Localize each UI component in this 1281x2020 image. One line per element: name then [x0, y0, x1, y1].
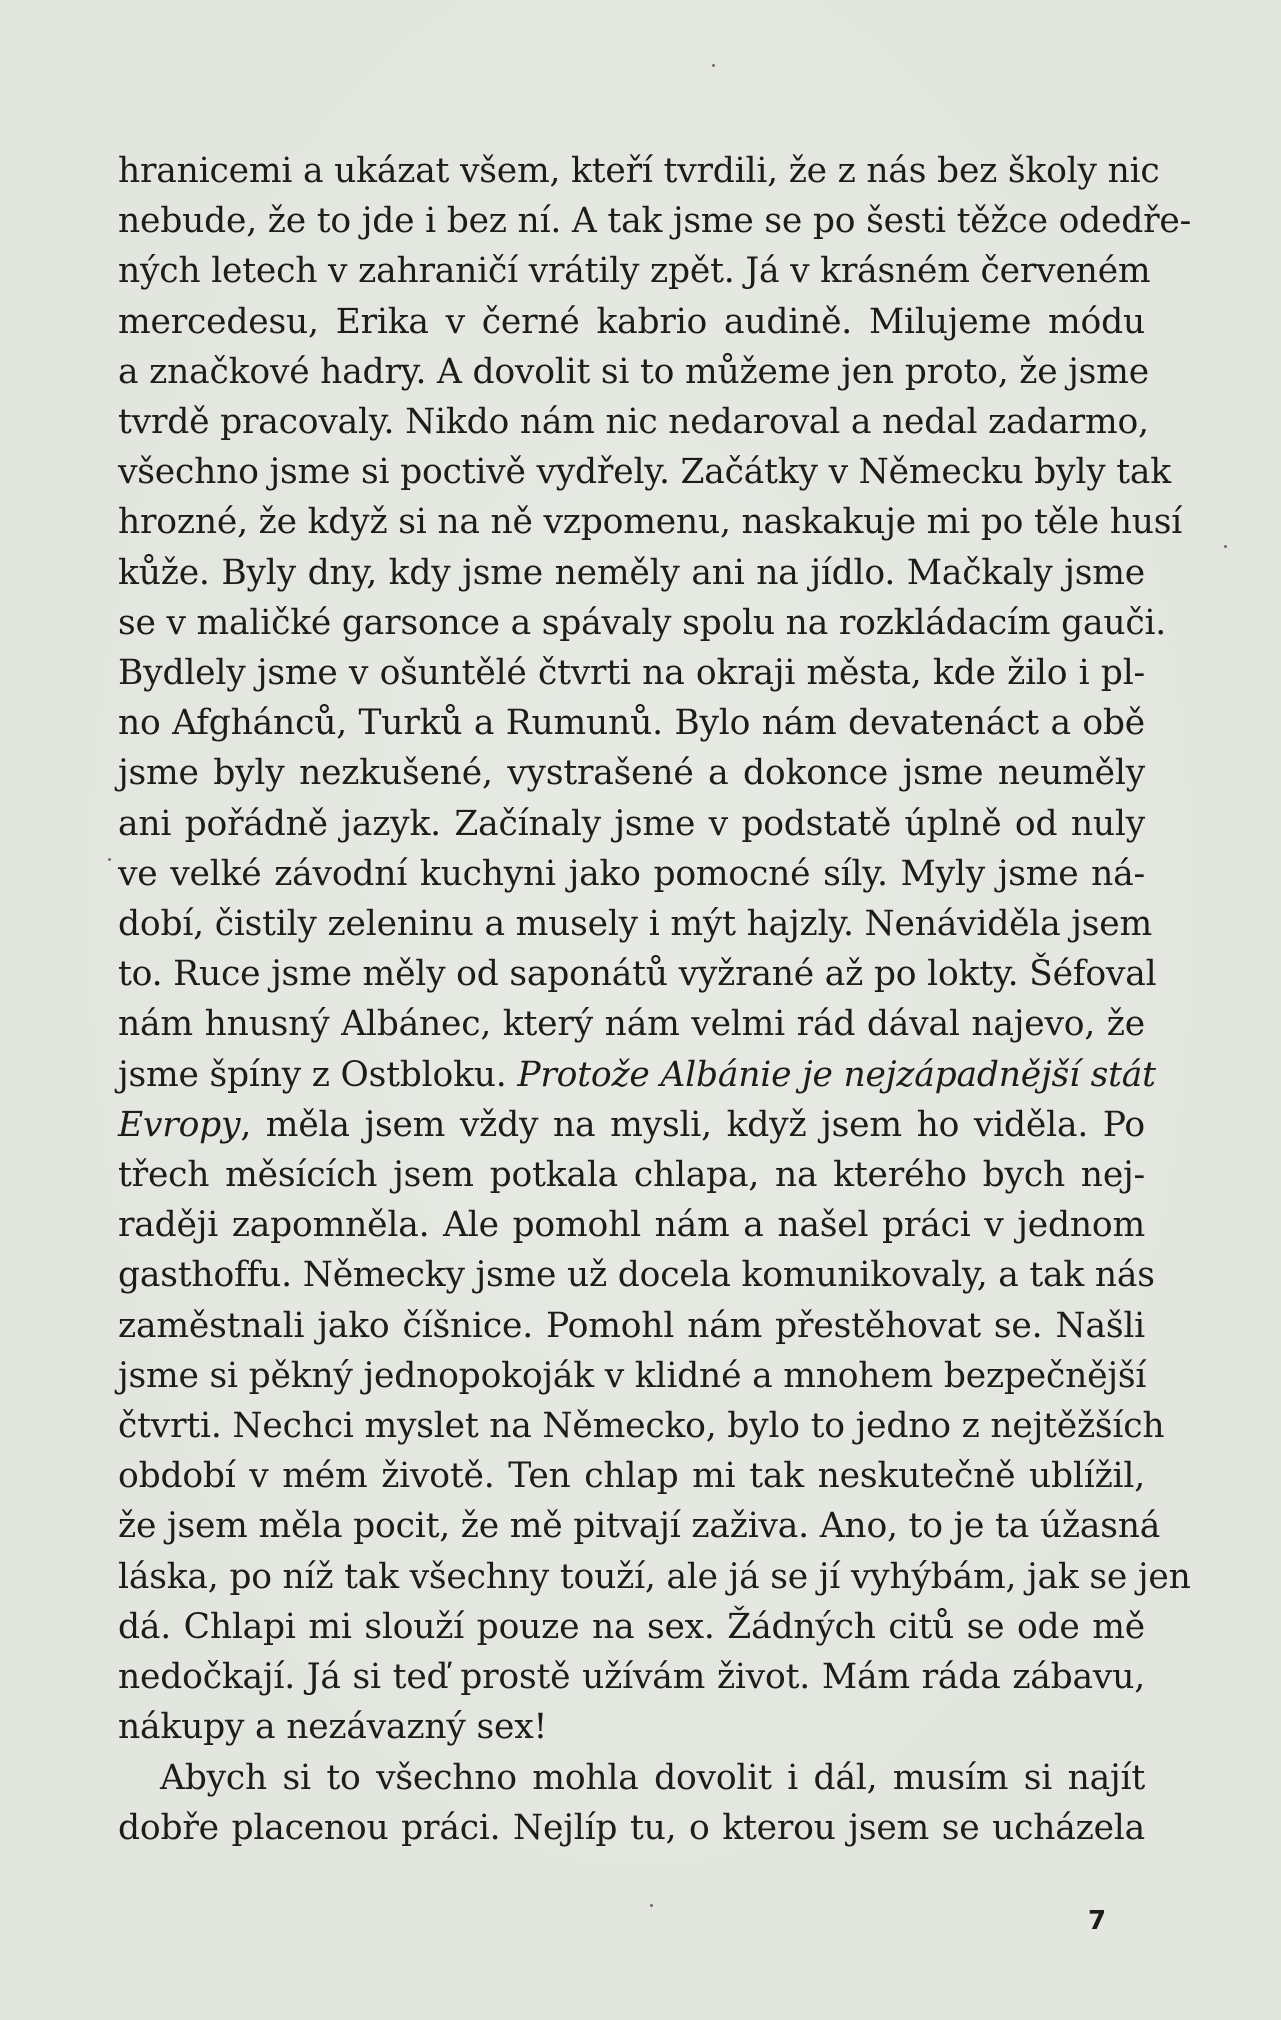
text-line: dobře placenou práci. Nejlíp tu, o kterou jsem se ucházela [118, 1807, 1145, 1848]
text-line: období v mém životě. Ten chlap mi tak neskutečně ublížil, [118, 1456, 1145, 1497]
text-line: nedočkají. Já si teď prostě užívám život. Mám ráda zábavu, [118, 1657, 1145, 1698]
text-line: ve velké závodní kuchyni jako pomocné síly. Myly jsme ná- [118, 853, 1145, 894]
paragraph [118, 146, 1192, 1753]
text-line: ných letech v zahraničí vrátily zpět. Já v krásném červeném [118, 251, 1151, 292]
text-line: gasthoffu. Německy jsme už docela komunikovaly, a tak nás [118, 1255, 1155, 1296]
text-line: Bydlely jsme v ošuntělé čtvrti na okraji města, kde žilo i pl- [118, 653, 1145, 694]
text-line: nebude, že to jde i bez ní. A tak jsme se po šesti těžce odedře- [118, 201, 1192, 242]
text-line: tvrdě pracovaly. Nikdo nám nic nedaroval a nedal zadarmo, [118, 402, 1149, 443]
page-number: 7 [1088, 1906, 1107, 1936]
text-line: jsme si pěkný jednopokoják v klidné a mnohem bezpečnější [118, 1355, 1147, 1396]
text-line: hrozné, že když si na ně vzpomenu, naskakuje mi po těle husí [118, 502, 1183, 543]
text-line [118, 1100, 1145, 1150]
text-line: to. Ruce jsme měly od saponátů vyžrané až po lokty. Šéfoval [118, 954, 1157, 995]
text-line: nákupy a nezávazný sex! [118, 1707, 548, 1748]
text-line: nám hnusný Albánec, který nám velmi rád dával najevo, že [118, 1004, 1145, 1045]
paragraph [118, 1753, 1145, 1853]
text-line: mercedesu, Erika v černé kabrio audině. Milujeme módu [118, 301, 1145, 342]
text-line: že jsem měla pocit, že mě pitvají zaživa. Ano, to je ta úžasná [118, 1506, 1161, 1547]
text-line: a značkové hadry. A dovolit si to můžeme jen proto, že jsme [118, 351, 1149, 392]
text-line: třech měsících jsem potkala chlapa, na kterého bych nej- [118, 1155, 1145, 1196]
paper-speck [108, 858, 111, 861]
text-segment: , měla jsem vždy na mysli, když jsem ho viděla. Po [240, 1104, 1145, 1145]
text-line: láska, po níž tak všechny touží, ale já se jí vyhýbám, jak se jen [118, 1556, 1191, 1597]
text-line: Abych si to všechno mohla dovolit i dál, musím si najít [160, 1757, 1145, 1798]
text-line: jsme byly nezkušené, vystrašené a dokonce jsme neuměly [118, 753, 1145, 794]
text-line: raději zapomněla. Ale pomohl nám a našel práci v jednom [118, 1205, 1145, 1246]
italic-text: Protože Albánie je nejzápadnější stát [517, 1054, 1156, 1095]
text-line: se v maličké garsonce a spávaly spolu na rozkládacím gauči. [118, 602, 1167, 643]
text-line: ani pořádně jazyk. Začínaly jsme v podstatě úplně od nuly [118, 803, 1145, 844]
text-line: čtvrti. Nechci myslet na Německo, bylo to jedno z nejtěžších [118, 1406, 1165, 1447]
text-line: kůže. Byly dny, kdy jsme neměly ani na jídlo. Mačkaly jsme [118, 552, 1145, 593]
body-text [118, 146, 1192, 1853]
text-line: dobí, čistily zeleninu a musely i mýt hajzly. Nenáviděla jsem [118, 904, 1153, 945]
text-line: dá. Chlapi mi slouží pouze na sex. Žádných citů se ode mě [118, 1606, 1145, 1647]
text-line: všechno jsme si poctivě vydřely. Začátky v Německu byly tak [118, 452, 1171, 493]
text-line: zaměstnali jako číšnice. Pomohl nám přestěhovat se. Našli [118, 1305, 1145, 1346]
text-line: no Afghánců, Turků a Rumunů. Bylo nám devatenáct a obě [118, 703, 1145, 744]
italic-text: Evropy [118, 1104, 241, 1145]
paper-speck [712, 64, 715, 67]
paper-speck [650, 1904, 653, 1907]
paper-speck [1224, 545, 1227, 548]
text-line: hranicemi a ukázat všem, kteří tvrdili, že z nás bez školy nic [118, 151, 1160, 191]
text-line [118, 1050, 1156, 1100]
text-segment: jsme špíny z Ostbloku. [118, 1054, 518, 1095]
